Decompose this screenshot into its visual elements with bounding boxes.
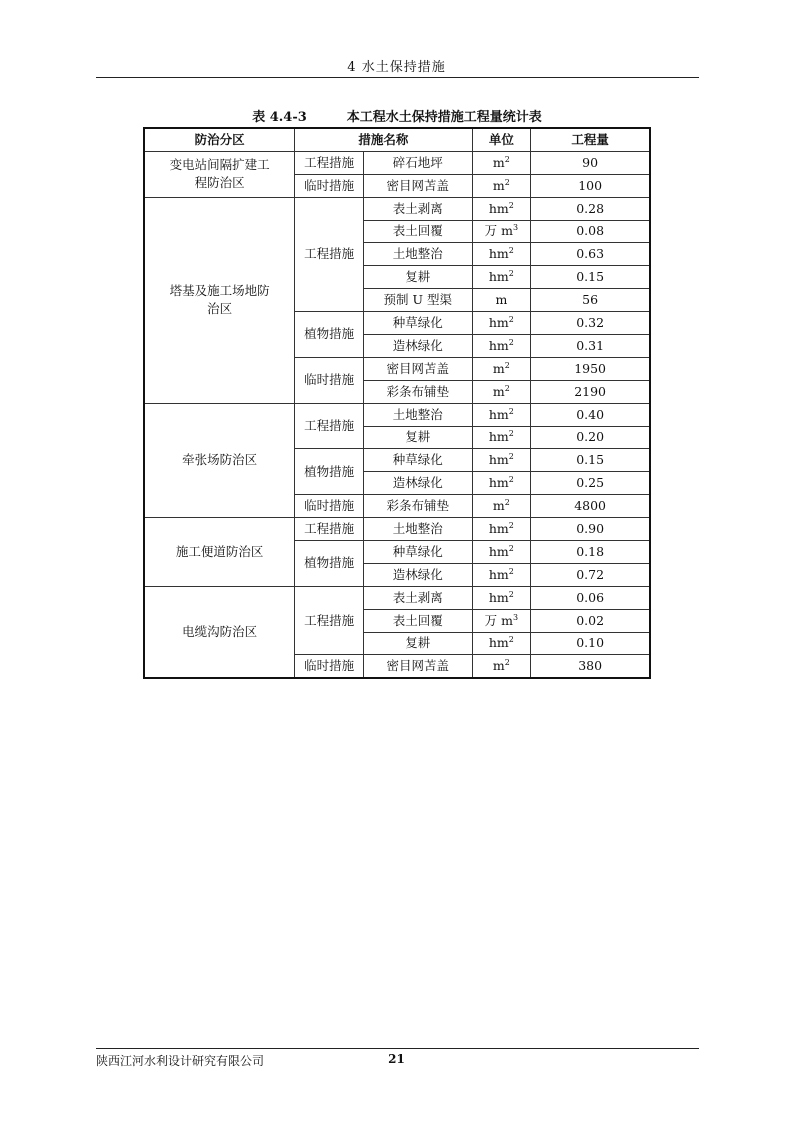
unit-base: hm bbox=[488, 337, 509, 353]
unit-exponent: 2 bbox=[508, 337, 514, 347]
table-row bbox=[144, 403, 650, 426]
cell-unit bbox=[472, 266, 531, 289]
page-number: 21 bbox=[388, 1052, 405, 1066]
cell-measure-name: 种草绿化 bbox=[364, 312, 473, 335]
unit-exponent: 2 bbox=[508, 314, 514, 324]
unit-exponent: 2 bbox=[508, 475, 514, 485]
unit-exponent: 2 bbox=[504, 497, 510, 507]
unit-base: hm bbox=[488, 589, 509, 605]
cell-measure-type: 工程措施 bbox=[295, 197, 364, 311]
cell-unit bbox=[472, 289, 531, 312]
unit-base: m bbox=[495, 292, 508, 308]
footer-organization: 陕西江河水利设计研究有限公司 bbox=[96, 1054, 265, 1068]
cell-unit bbox=[472, 220, 531, 243]
unit-base: 万 m bbox=[484, 612, 513, 628]
cell-quantity: 0.15 bbox=[531, 266, 650, 289]
header-rule bbox=[96, 77, 699, 78]
unit-exponent: 3 bbox=[513, 612, 519, 622]
cell-measure-type: 临时措施 bbox=[295, 174, 364, 197]
table-number: 表 4.4-3 bbox=[252, 110, 307, 125]
unit-exponent: 2 bbox=[504, 360, 510, 370]
cell-quantity: 100 bbox=[531, 174, 650, 197]
unit-exponent: 2 bbox=[508, 200, 514, 210]
cell-quantity: 0.25 bbox=[531, 472, 650, 495]
cell-measure-name: 土地整治 bbox=[364, 403, 473, 426]
unit-base: hm bbox=[488, 429, 509, 445]
cell-measure-name: 彩条布铺垫 bbox=[364, 380, 473, 403]
cell-measure-name: 复耕 bbox=[364, 632, 473, 655]
cell-measure-type: 工程措施 bbox=[295, 403, 364, 449]
cell-unit bbox=[472, 403, 531, 426]
unit-exponent: 2 bbox=[508, 543, 514, 553]
unit-base: hm bbox=[488, 475, 509, 491]
cell-quantity: 0.72 bbox=[531, 563, 650, 586]
cell-measure-name: 种草绿化 bbox=[364, 541, 473, 564]
unit-exponent: 2 bbox=[504, 383, 510, 393]
cell-measure-type: 工程措施 bbox=[295, 518, 364, 541]
cell-unit bbox=[472, 312, 531, 335]
unit-exponent: 2 bbox=[508, 246, 514, 256]
unit-exponent: 2 bbox=[508, 635, 514, 645]
cell-unit bbox=[472, 449, 531, 472]
cell-quantity: 0.90 bbox=[531, 518, 650, 541]
cell-unit bbox=[472, 632, 531, 655]
unit-base: m bbox=[492, 658, 505, 674]
table-header-row bbox=[144, 128, 650, 151]
unit-base: m bbox=[492, 360, 505, 376]
cell-area: 施工便道防治区 bbox=[144, 518, 295, 587]
cell-unit bbox=[472, 609, 531, 632]
cell-quantity: 4800 bbox=[531, 495, 650, 518]
cell-unit bbox=[472, 151, 531, 174]
unit-base: hm bbox=[488, 566, 509, 582]
cell-measure-type: 植物措施 bbox=[295, 449, 364, 495]
footer-rule bbox=[96, 1048, 699, 1049]
unit-base: hm bbox=[488, 246, 509, 262]
quantities-table bbox=[143, 127, 651, 679]
cell-quantity: 0.40 bbox=[531, 403, 650, 426]
cell-quantity: 0.06 bbox=[531, 586, 650, 609]
unit-exponent: 2 bbox=[504, 154, 510, 164]
unit-exponent: 2 bbox=[508, 589, 514, 599]
unit-exponent: 2 bbox=[508, 429, 514, 439]
cell-area: 电缆沟防治区 bbox=[144, 586, 295, 678]
cell-area: 变电站间隔扩建工程防治区 bbox=[144, 151, 295, 197]
cell-measure-type: 临时措施 bbox=[295, 655, 364, 678]
cell-measure-name: 复耕 bbox=[364, 266, 473, 289]
cell-measure-type: 植物措施 bbox=[295, 541, 364, 587]
cell-measure-name: 土地整治 bbox=[364, 243, 473, 266]
running-header: 4 水土保持措施 bbox=[347, 60, 446, 75]
cell-quantity: 56 bbox=[531, 289, 650, 312]
unit-base: hm bbox=[488, 315, 509, 330]
unit-base: hm bbox=[488, 452, 509, 468]
cell-unit bbox=[472, 518, 531, 541]
unit-exponent: 2 bbox=[504, 177, 510, 187]
cell-quantity: 380 bbox=[531, 655, 650, 678]
cell-quantity: 0.08 bbox=[531, 220, 650, 243]
unit-base: hm bbox=[488, 521, 509, 537]
unit-exponent: 2 bbox=[508, 269, 514, 279]
cell-measure-type: 临时措施 bbox=[295, 495, 364, 518]
cell-unit bbox=[472, 197, 531, 220]
unit-base: m bbox=[492, 498, 505, 514]
cell-quantity: 0.63 bbox=[531, 243, 650, 266]
cell-area: 塔基及施工场地防治区 bbox=[144, 197, 295, 403]
cell-measure-type: 植物措施 bbox=[295, 312, 364, 358]
cell-measure-name: 表土剥离 bbox=[364, 197, 473, 220]
cell-unit bbox=[472, 174, 531, 197]
unit-base: hm bbox=[488, 406, 509, 422]
unit-exponent: 2 bbox=[508, 520, 514, 530]
cell-measure-type: 工程措施 bbox=[295, 586, 364, 655]
cell-measure-type: 临时措施 bbox=[295, 357, 364, 403]
cell-measure-type: 工程措施 bbox=[295, 151, 364, 174]
cell-quantity: 0.32 bbox=[531, 312, 650, 335]
cell-measure-name: 表土剥离 bbox=[364, 586, 473, 609]
cell-quantity: 0.15 bbox=[531, 449, 650, 472]
cell-measure-name: 土地整治 bbox=[364, 518, 473, 541]
unit-exponent: 2 bbox=[508, 566, 514, 576]
cell-unit bbox=[472, 335, 531, 358]
unit-exponent: 3 bbox=[513, 223, 519, 233]
unit-base: 万 m bbox=[484, 223, 513, 239]
table-row bbox=[144, 518, 650, 541]
cell-quantity: 0.31 bbox=[531, 335, 650, 358]
cell-quantity: 90 bbox=[531, 151, 650, 174]
header-measure: 措施名称 bbox=[295, 128, 472, 151]
table-caption bbox=[143, 106, 651, 125]
cell-measure-name: 种草绿化 bbox=[364, 449, 473, 472]
cell-measure-name: 密目网苫盖 bbox=[364, 174, 473, 197]
cell-unit bbox=[472, 495, 531, 518]
table-row bbox=[144, 151, 650, 174]
unit-base: hm bbox=[488, 200, 509, 216]
table-title: 本工程水土保持措施工程量统计表 bbox=[346, 110, 542, 125]
table-row bbox=[144, 586, 650, 609]
cell-measure-name: 复耕 bbox=[364, 426, 473, 449]
cell-measure-name: 表土回覆 bbox=[364, 609, 473, 632]
cell-measure-name: 造林绿化 bbox=[364, 335, 473, 358]
cell-quantity: 0.18 bbox=[531, 541, 650, 564]
cell-quantity: 2190 bbox=[531, 380, 650, 403]
unit-base: m bbox=[492, 154, 505, 170]
unit-base: m bbox=[492, 383, 505, 399]
cell-measure-name: 碎石地坪 bbox=[364, 151, 473, 174]
cell-measure-name: 彩条布铺垫 bbox=[364, 495, 473, 518]
unit-base: m bbox=[492, 177, 505, 193]
header-area: 防治分区 bbox=[144, 128, 295, 151]
cell-area: 牵张场防治区 bbox=[144, 403, 295, 517]
header-qty: 工程量 bbox=[531, 128, 650, 151]
cell-quantity: 0.28 bbox=[531, 197, 650, 220]
cell-unit bbox=[472, 357, 531, 380]
cell-unit bbox=[472, 380, 531, 403]
cell-unit bbox=[472, 243, 531, 266]
cell-unit bbox=[472, 426, 531, 449]
cell-measure-name: 表土回覆 bbox=[364, 220, 473, 243]
cell-unit bbox=[472, 472, 531, 495]
cell-unit bbox=[472, 655, 531, 678]
cell-measure-name: 密目网苫盖 bbox=[364, 357, 473, 380]
cell-quantity: 0.20 bbox=[531, 426, 650, 449]
unit-exponent: 2 bbox=[508, 452, 514, 462]
cell-measure-name: 预制 U 型渠 bbox=[364, 289, 473, 312]
cell-unit bbox=[472, 563, 531, 586]
unit-base: hm bbox=[488, 269, 509, 285]
cell-quantity: 0.02 bbox=[531, 609, 650, 632]
header-unit: 单位 bbox=[472, 128, 531, 151]
unit-exponent: 2 bbox=[504, 658, 510, 668]
cell-unit bbox=[472, 541, 531, 564]
cell-measure-name: 造林绿化 bbox=[364, 472, 473, 495]
unit-exponent: 2 bbox=[508, 406, 514, 416]
cell-unit bbox=[472, 586, 531, 609]
cell-measure-name: 造林绿化 bbox=[364, 563, 473, 586]
cell-measure-name: 密目网苫盖 bbox=[364, 655, 473, 678]
table-body bbox=[144, 151, 650, 678]
cell-quantity: 1950 bbox=[531, 357, 650, 380]
unit-base: hm bbox=[488, 635, 509, 651]
cell-quantity: 0.10 bbox=[531, 632, 650, 655]
unit-base: hm bbox=[488, 543, 509, 559]
table-row bbox=[144, 197, 650, 220]
